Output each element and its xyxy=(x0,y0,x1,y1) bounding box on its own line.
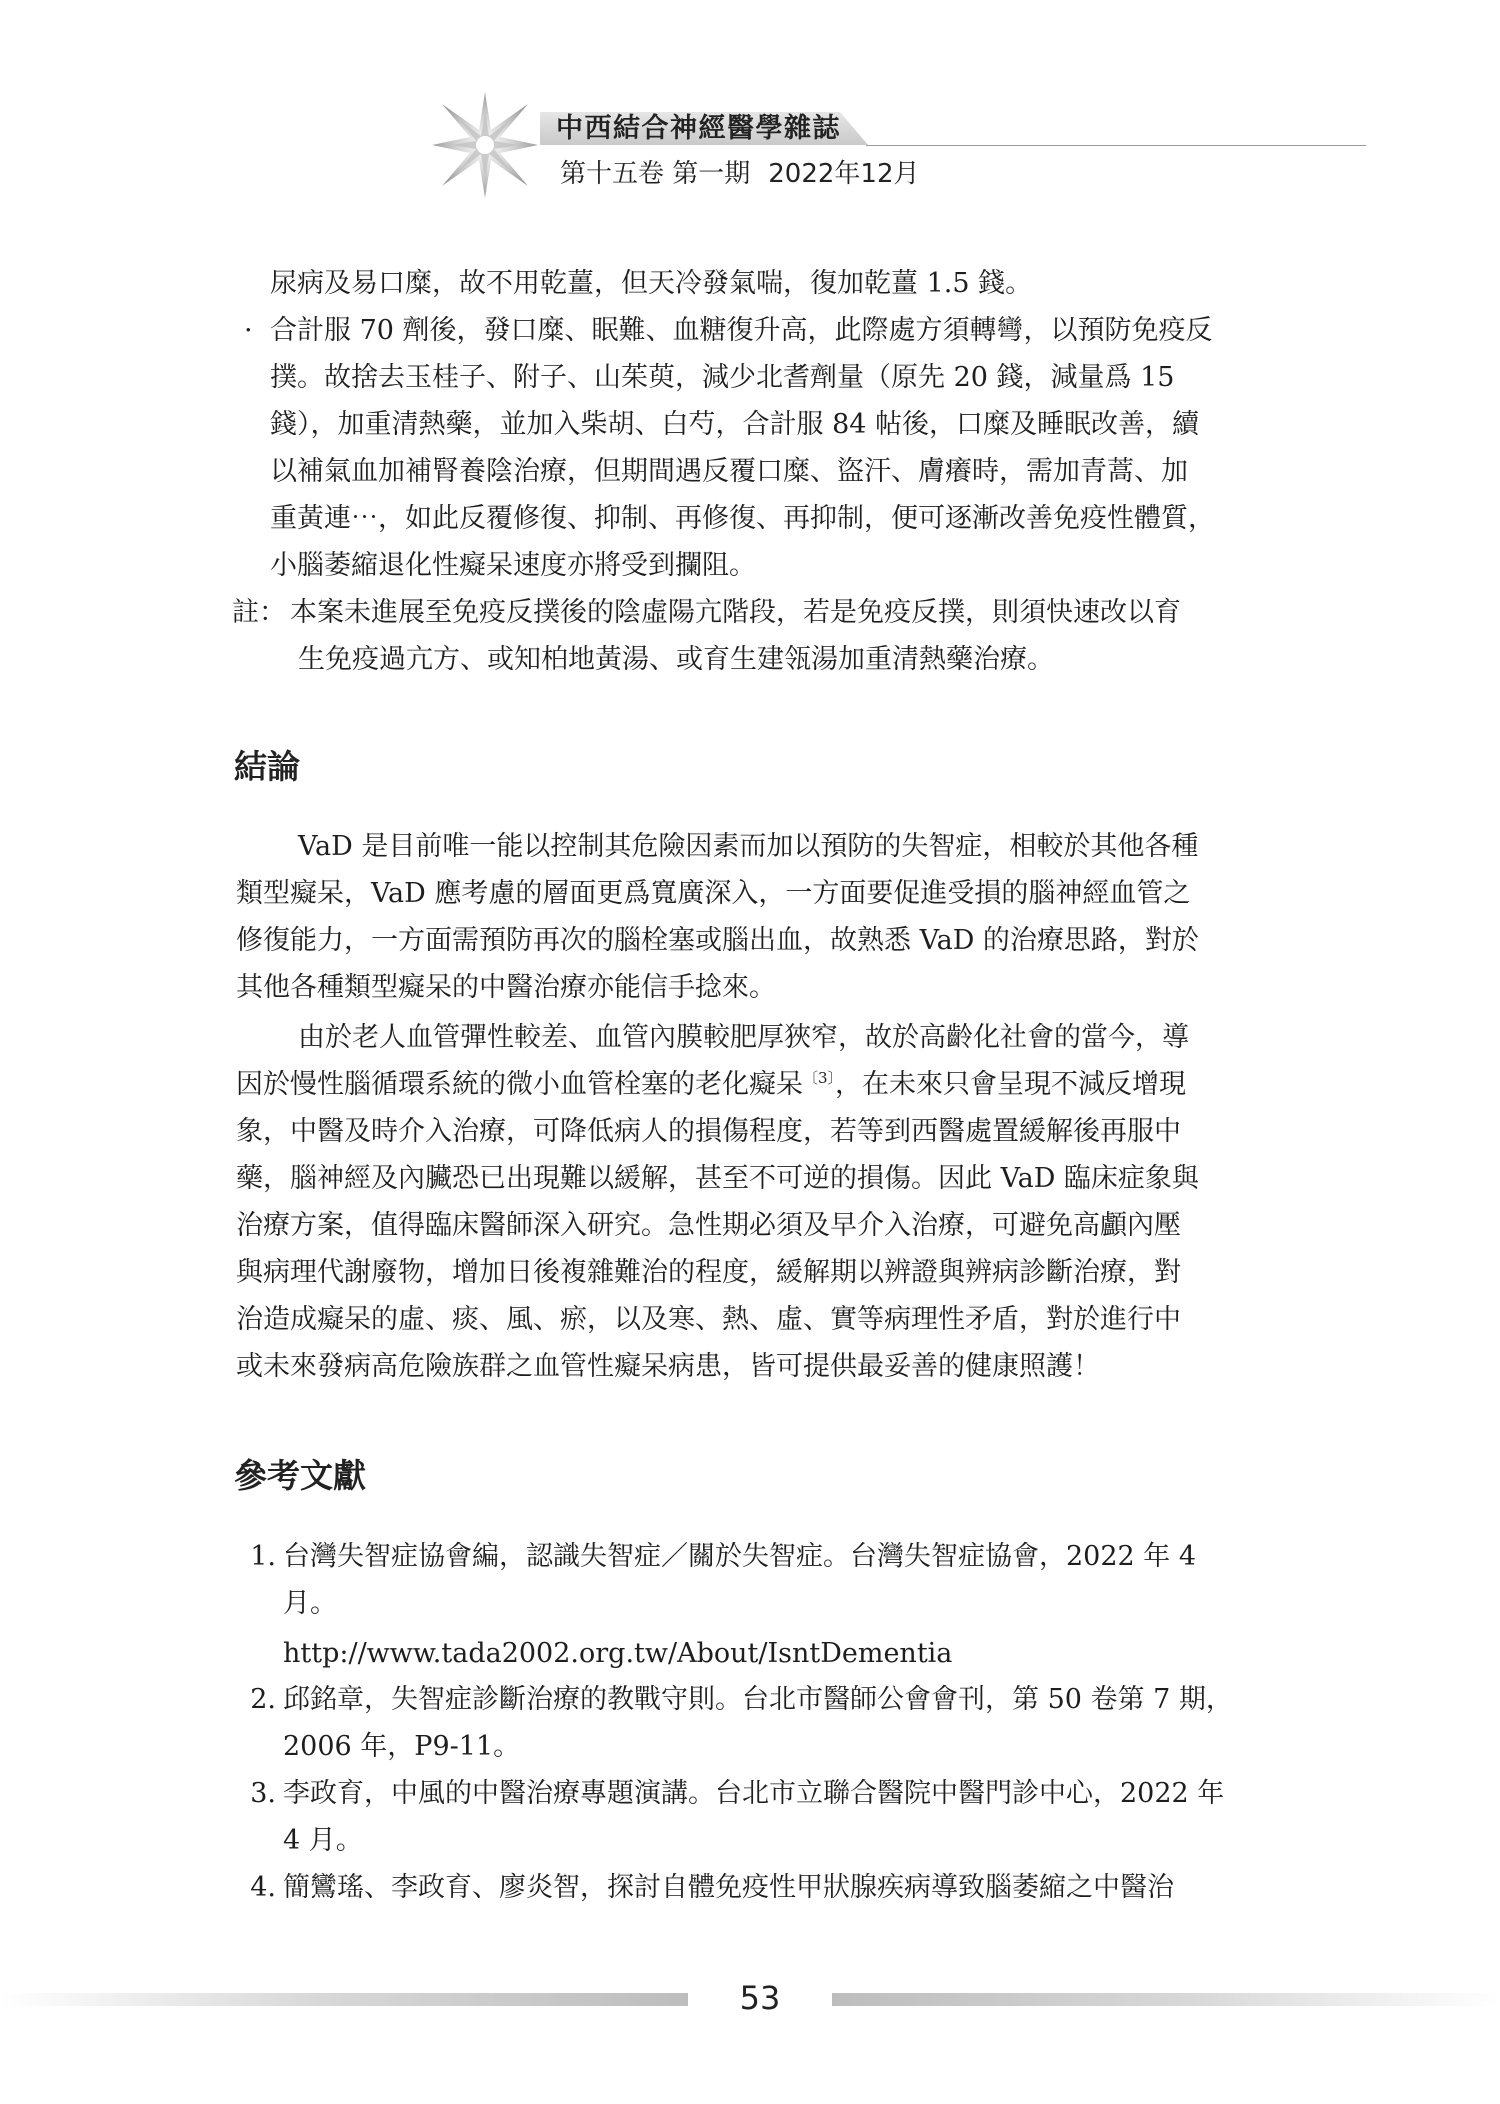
reference-line: 4 月。 xyxy=(283,1825,363,1856)
conclusion-para1-line: 修復能力，一方面需預防再次的腦栓塞或腦出血，故熟悉 VaD 的治療思路，對於 xyxy=(236,925,1199,956)
footer-bar-left xyxy=(0,1993,688,2006)
issue-date: 2022年12月 xyxy=(768,159,920,189)
conclusion-para2-line: 象，中醫及時介入治療，可降低病人的損傷程度，若等到西醫處置緩解後再服中 xyxy=(236,1116,1181,1147)
issue-line xyxy=(560,157,920,191)
conclusion-para2-line: 與病理代謝廢物，增加日後複雜難治的程度，緩解期以辨證與辨病診斷治療，對 xyxy=(236,1257,1181,1288)
continuation-line: 尿病及易口糜，故不用乾薑，但天冷發氣喘，復加乾薑 1.5 錢。 xyxy=(270,268,1033,299)
note-line: 生免疫過亢方、或知柏地黃湯、或育生建瓴湯加重清熱藥治療。 xyxy=(298,644,1054,675)
conclusion-para2-line: 由於老人血管彈性較差、血管內膜較肥厚狹窄，故於高齡化社會的當今，導 xyxy=(298,1022,1189,1053)
references-heading: 參考文獻 xyxy=(234,1456,366,1495)
bullet-line: 以補氣血加補腎養陰治療，但期間遇反覆口糜、盜汗、膚癢時，需加青蒿、加 xyxy=(270,456,1188,487)
reference-number: 1. xyxy=(250,1541,276,1572)
conclusion-para1-line: 類型癡呆，VaD 應考慮的層面更爲寬廣深入，一方面要促進受損的腦神經血管之 xyxy=(236,878,1191,909)
bullet-line: 重黃連⋯，如此反覆修復、抑制、再修復、再抑制，便可逐漸改善免疫性體質， xyxy=(270,503,1215,534)
page-number: 53 xyxy=(739,1979,781,2017)
citation-superscript: 〔3〕 xyxy=(803,1069,836,1087)
para2-text-after-citation: ，在未來只會呈現不減反增現 xyxy=(835,1069,1187,1100)
reference-number: 4. xyxy=(250,1872,276,1903)
bullet-marker: · xyxy=(244,315,253,346)
volume-issue: 第十五卷 第一期 xyxy=(560,159,751,189)
conclusion-para2-line: 藥，腦神經及內臟恐已出現難以緩解，甚至不可逆的損傷。因此 VaD 臨床症象與 xyxy=(236,1163,1199,1194)
reference-number: 3. xyxy=(250,1778,276,1809)
bullet-line: 小腦萎縮退化性癡呆速度亦將受到攔阻。 xyxy=(270,550,756,581)
conclusion-para1-line: 其他各種類型癡呆的中醫治療亦能信手捻來。 xyxy=(236,972,776,1003)
conclusion-heading: 結論 xyxy=(234,747,300,786)
reference-line: 簡鸞瑤、李政育、廖炎智，探討自體免疫性甲狀腺疾病導致腦萎縮之中醫治 xyxy=(283,1872,1174,1903)
conclusion-para2-line: 或未來發病高危險族群之血管性癡呆病患，皆可提供最妥善的健康照護！ xyxy=(236,1351,1100,1382)
reference-url[interactable]: http://www.tada2002.org.tw/About/IsntDementia xyxy=(283,1638,953,1669)
para2-text-before-citation: 因於慢性腦循環系統的微小血管栓塞的老化癡呆 xyxy=(236,1069,803,1100)
conclusion-para1-line: VaD 是目前唯一能以控制其危險因素而加以預防的失智症，相較於其他各種 xyxy=(298,831,1199,862)
reference-line: 月。 xyxy=(283,1588,337,1619)
reference-line: 邱銘章，失智症診斷治療的教戰守則。台北市醫師公會會刊，第 50 卷第 7 期， xyxy=(283,1684,1233,1715)
conclusion-para2-line xyxy=(236,1065,1186,1105)
conclusion-para2-line: 治療方案，值得臨床醫師深入研究。急性期必須及早介入治療，可避免高顱內壓 xyxy=(236,1210,1181,1241)
journal-title: 中西結合神經醫學雜誌 xyxy=(556,113,841,144)
note-line: 本案未進展至免疫反撲後的陰虛陽亢階段，若是免疫反撲，則須快速改以育 xyxy=(290,597,1181,628)
reference-number: 2. xyxy=(250,1684,276,1715)
reference-line: 2006 年，P9-11。 xyxy=(283,1731,521,1762)
conclusion-para2-line: 治造成癡呆的虛、痰、風、瘀，以及寒、熱、虛、實等病理性矛盾，對於進行中 xyxy=(236,1304,1181,1335)
reference-line: 台灣失智症協會編，認識失智症／關於失智症。台灣失智症協會，2022 年 4 xyxy=(283,1541,1197,1572)
bullet-line: 撲。故捨去玉桂子、附子、山茱萸，減少北耆劑量（原先 20 錢，減量爲 15 xyxy=(270,362,1175,393)
note-label: 註： xyxy=(232,597,286,628)
header-rule xyxy=(866,145,1366,146)
bullet-line: 錢），加重清熱藥，並加入柴胡、白芍，合計服 84 帖後，口糜及睡眠改善，續 xyxy=(270,409,1200,440)
reference-line: 李政育，中風的中醫治療專題演講。台北市立聯合醫院中醫門診中心，2022 年 xyxy=(283,1778,1225,1809)
journal-star-logo xyxy=(430,90,540,200)
footer-bar-right xyxy=(832,1993,1500,2006)
bullet-line: 合計服 70 劑後，發口糜、眠難、血糖復升高，此際處方須轉彎，以預防免疫反 xyxy=(270,315,1213,346)
